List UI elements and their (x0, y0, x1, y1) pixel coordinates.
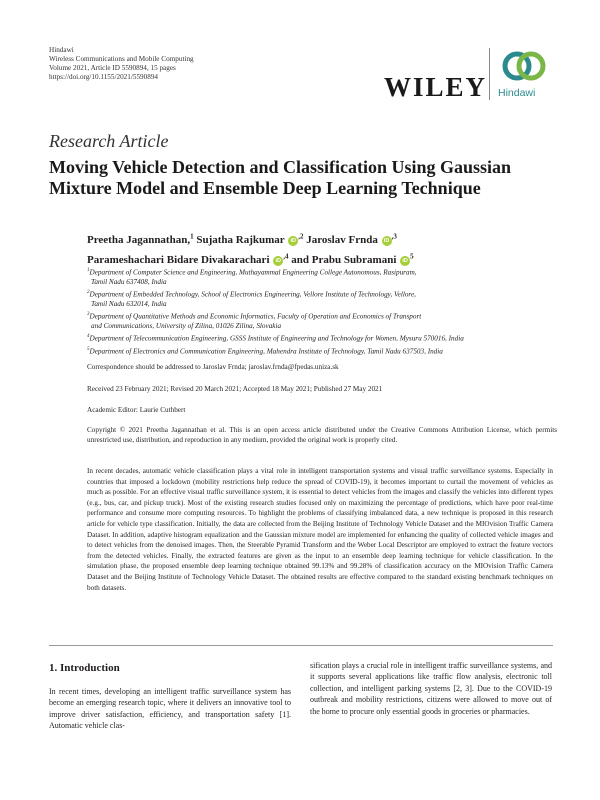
journal-header (49, 46, 194, 82)
hindawi-logo-icon (499, 47, 549, 85)
volume-info: Volume 2021, Article ID 5590894, 15 pages (49, 64, 176, 72)
affiliation-item: $^3$Department of Quantitative Methods and Economic Informatics, Faculty of Operation and Economics of Transport and Communications, University of Zilina, 01026 Zilina, Slovakia (87, 312, 422, 331)
journal-name: Wireless Communications and Mobile Computing (49, 55, 194, 63)
doi-link[interactable]: https://doi.org/10.1155/2021/5590894 (49, 73, 159, 81)
author-2: Sujatha Rajkumar $iD^{,2}$ (196, 232, 304, 246)
orcid-icon[interactable]: iD (273, 256, 283, 266)
intro-column-right: sification plays a crucial role in intelligent traffic surveillance systems, and it supports several applications like traffic flow analysis, electronic toll collection, and intelligent parking systems [2, 3]. Due to the COVID-19 outbreak and mobility restrictions, citizens were allowed to move out of the home to procure only essential goods in groceries or pharmacies. (310, 661, 552, 716)
section-divider (49, 645, 553, 646)
hindawi-logo-text: Hindawi (498, 87, 536, 99)
affiliation-item: $^2$Department of Embedded Technology, School of Electronics Engineering, Vellore Institute of Technology, Vellore, Tamil Nadu 632014, India (87, 290, 416, 309)
abstract: In recent decades, automatic vehicle classification plays a vital role in intelligent transportation systems and visual traffic surveillance systems. Especially in countries that imposed a lockdown (mobility restrictions help reduce the spread of COVID-19), it becomes important to curtail the movement of vehicles as much as possible. For an effective visual traffic surveillance system, it is essential to detect vehicles from the images and classify the vehicles into different types (e.g., bus, car, and pickup truck). Most of the existing research studies focused only on maximizing the percentage of predictions, which have poor real-time performance and consume more computing resources. To highlight the problems of classifying imbalanced data, a new technique is proposed in this research article for vehicle type classification. Initially, the data are collected from the Beijing Institute of Technology Vehicle Dataset and the MIOvision Traffic Camera Dataset. In addition, adaptive histogram equalization and the Gaussian mixture model are implemented for enhancing the quality of collected vehicle images and to detect vehicles from the denoised images. Then, the Steerable Pyramid Transform and the Weber Local Descriptor are employed to extract the feature vectors from the detected vehicles. Finally, the extracted features are given as the input to an ensemble deep learning technique for vehicle classification. In the simulation phase, the proposed ensemble deep learning technique obtained 99.13% and 99.28% of classification accuracy on the MIOvision Traffic Camera Dataset and the Beijing Institute of Technology Vehicle Dataset. The obtained results are effective compared to the standard existing benchmark techniques on both datasets. (87, 467, 553, 592)
author-list (87, 228, 567, 269)
affiliation-item: $^4$Department of Telecommunication Engineering, GSSS Institute of Engineering and Technology for Women, Mysuru 570016, India (87, 334, 464, 343)
author-4: Parameshachari Bidare Divakarachari $iD^{,4}$ (87, 252, 289, 267)
copyright-notice: Copyright © 2021 Preetha Jagannathan et al. This is an open access article distributed under the Creative Commons Attribution License, which permits unrestricted use, distribution, and reproduction in any medium, provided the original work is properly cited. (87, 426, 557, 444)
academic-editor: Academic Editor: Laurie Cuthbert (87, 406, 186, 414)
affiliation-list (87, 266, 567, 357)
author-5: and Prabu Subramani $iD^5$ (291, 252, 414, 267)
author-1: Preetha Jagannathan,$^1$ (87, 232, 194, 246)
affiliation-item: $^1$Department of Computer Science and Engineering, Muthayammal Engineering College Autonomous, Rasipuram, Tamil Nadu 637408, India (87, 268, 417, 286)
article-type: Research Article (49, 131, 169, 151)
orcid-icon[interactable]: iD (288, 236, 298, 246)
orcid-icon[interactable]: iD (382, 236, 392, 246)
orcid-icon[interactable]: iD (400, 256, 410, 266)
publication-dates: Received 23 February 2021; Revised 20 March 2021; Accepted 18 May 2021; Published 27 May 2021 (87, 385, 383, 393)
publisher-name: Hindawi (49, 46, 74, 54)
introduction-heading: 1. Introduction (49, 662, 120, 674)
article-title: Moving Vehicle Detection and Classification Using Gaussian Mixture Model and Ensemble Deep Learning Technique (49, 157, 512, 198)
affiliation-item: $^5$Department of Electronics and Communication Engineering, Mahendra Institute of Technology, Tamil Nadu 637503, India (87, 346, 443, 356)
logo-divider (489, 48, 490, 100)
intro-column-left: In recent times, developing an intelligent traffic surveillance system has become an emerging research topic, where it delivers an innovative tool to improve driver satisfaction, efficiency, and transportation safety [1]. Automatic vehicle clas- (49, 687, 291, 731)
author-3: Jaroslav Frnda $iD^{,3}$ (306, 232, 397, 246)
wiley-logo: WILEY (384, 72, 488, 102)
correspondence: Correspondence should be addressed to Jaroslav Frnda; jaroslav.frnda@fpedas.uniza.sk (87, 363, 339, 371)
